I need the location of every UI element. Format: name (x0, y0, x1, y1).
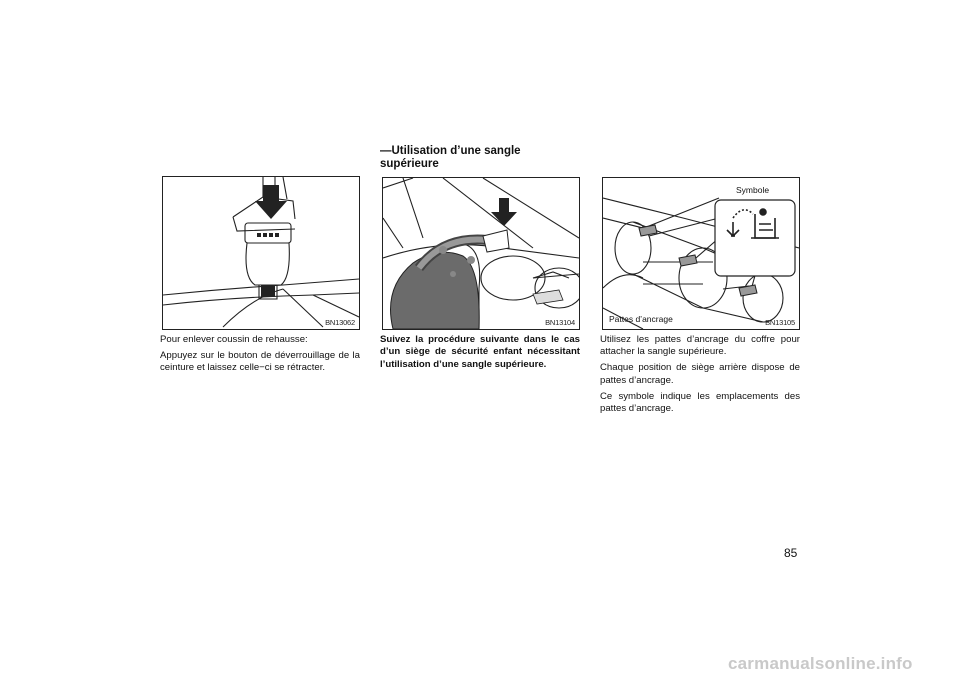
figure-code: BN13105 (765, 318, 795, 327)
figure-code: BN13104 (545, 318, 575, 327)
top-tether-illustration (383, 178, 579, 329)
paragraph-each-seat: Chaque position de siège arrière dispose de pattes d’ancrage. (600, 362, 800, 386)
figure-anchor-brackets (602, 177, 800, 330)
figure-top-tether (382, 177, 580, 330)
middle-text (380, 334, 580, 375)
watermark: carmanualsonline.info (728, 654, 913, 673)
paragraph-tether-procedure: Suivez la procédure suivante dans le cas d’un siège de sécurité enfant nécessitant l’utilisation d’une sangle supérieure. (380, 334, 580, 370)
paragraph-symbol-meaning: Ce symbole indique les emplacements des pattes d’ancrage. (600, 390, 800, 415)
section-heading (380, 145, 521, 170)
label-symbol: Symbole (736, 185, 770, 195)
right-text (600, 334, 800, 419)
paragraph-press-release: Appuyez sur le bouton de déverrouillage de la ceinture et laissez celle−ci se rétracter. (160, 349, 360, 374)
label-anchor-brackets: Pattes d’ancrage (609, 314, 673, 324)
press-arrow-icon (491, 198, 517, 226)
seatbelt-buckle-illustration (163, 177, 359, 329)
section-heading-line1: —Utilisation d’une sangle (380, 145, 521, 157)
section-heading-line2: supérieure (380, 157, 439, 170)
figure-seatbelt-buckle (162, 176, 360, 330)
paragraph-remove-booster: Pour enlever coussin de rehausse: (160, 334, 308, 345)
paragraph-use-anchors: Utilisez les pattes d’ancrage du coffre pour attacher la sangle supérieure. (600, 334, 800, 358)
left-text (160, 334, 360, 378)
press-arrow-icon (255, 185, 287, 219)
page-number: 85 (784, 546, 798, 560)
anchor-brackets-illustration (603, 178, 799, 329)
figure-code: BN13062 (325, 318, 355, 327)
